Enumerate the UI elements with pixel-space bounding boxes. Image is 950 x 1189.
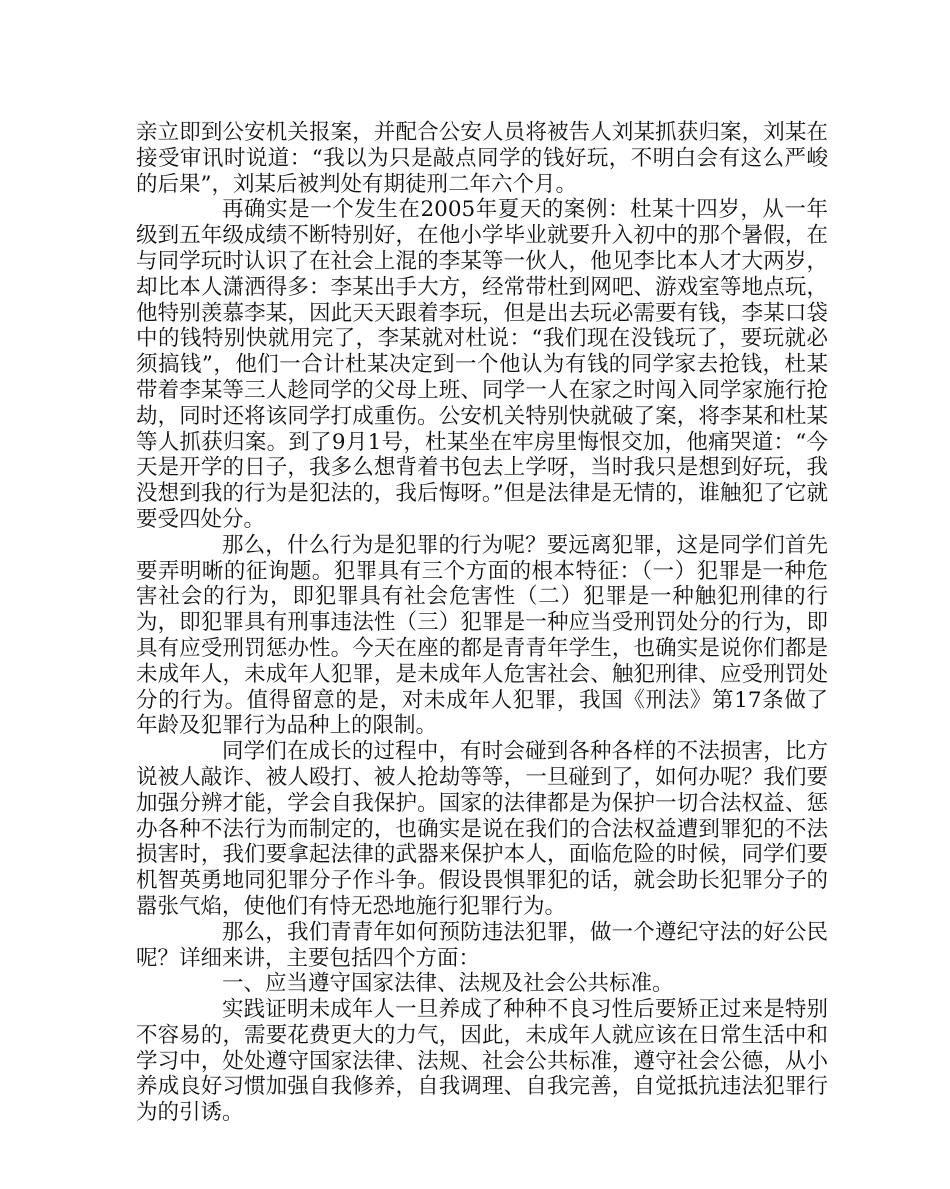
paragraph-7: 实践证明未成年人一旦养成了种种不良习性后要矫正过来是特别不容易的，需要花费更大的力气，因此，未成年人就应该在日常生活中和学习中，处处遵守国家法律、法规、社会公共标准，遵守社会公德，从小养成良好习惯加强自我修养，自我调理、自我完善，自觉抵抗违法犯罪行为的引诱。 — [136, 997, 828, 1126]
document-page — [136, 120, 828, 1126]
paragraph-5: 那么，我们青青年如何预防违法犯罪，做一个遵纪守法的好公民呢？详细来讲，主要包括四个方面： — [136, 919, 828, 971]
paragraph-6-heading: 一、应当遵守国家法律、法规及社会公共标准。 — [222, 971, 674, 997]
paragraph-2: 再确实是一个发生在2005年夏天的案例：杜某十四岁，从一年级到五年级成绩不断特别好，在他小学毕业就要升入初中的那个暑假，在与同学玩时认识了在社会上混的李某等一伙人，他见李比本人才大两岁，却比本人潇洒得多：李某出手大方，经常带杜到网吧、游戏室等地点玩，他特别羡慕李某，因此天天跟着李玩，但是出去玩必需要有钱，李某口袋中的钱特别快就用完了，李某就对杜说：“我们现在没钱玩了，要玩就必须搞钱”，他们一合计杜某决定到一个他认为有钱的同学家去抢钱，杜某带着李某等三人趁同学的父母上班、同学一人在家之时闯入同学家施行抢劫，同时还将该同学打成重伤。公安机关特别快就破了案，将李某和杜某等人抓获归案。到了9月1号，杜某坐在牢房里悔恨交加，他痛哭道：“今天是开学的日子，我多么想背着书包去上学呀，当时我只是想到好玩，我没想到我的行为是犯法的，我后悔呀。”但是法律是无情的，谁触犯了它就要受四处分。 — [136, 197, 828, 532]
paragraph-3: 那么，什么行为是犯罪的行为呢？要远离犯罪，这是同学们首先要弄明晰的征询题。犯罪具有三个方面的根本特征：（一）犯罪是一种危害社会的行为，即犯罪具有社会危害性（二）犯罪是一种触犯刑律的行为，即犯罪具有刑事违法性（三）犯罪是一种应当受刑罚处分的行为，即具有应受刑罚惩办性。今天在座的都是青青年学生，也确实是说你们都是未成年人，未成年人犯罪，是未成年人危害社会、触犯刑律、应受刑罚处分的行为。值得留意的是，对未成年人犯罪，我国《刑法》第17条做了年龄及犯罪行为品种上的限制。 — [136, 532, 828, 739]
paragraph-4: 同学们在成长的过程中，有时会碰到各种各样的不法损害，比方说被人敲诈、被人殴打、被人抢劫等等，一旦碰到了，如何办呢？我们要加强分辨才能，学会自我保护。国家的法律都是为保护一切合法权益、惩办各种不法行为而制定的，也确实是说在我们的合法权益遭到罪犯的不法损害时，我们要拿起法律的武器来保护本人，面临危险的时候，同学们要机智英勇地同犯罪分子作斗争。假设畏惧罪犯的话，就会助长犯罪分子的嚣张气焰，使他们有恃无恐地施行犯罪行为。 — [136, 739, 828, 919]
paragraph-1: 亲立即到公安机关报案，并配合公安人员将被告人刘某抓获归案，刘某在接受审讯时说道：“我以为只是敲点同学的钱好玩，不明白会有这么严峻的后果”，刘某后被判处有期徒刑二年六个月。 — [136, 120, 828, 197]
